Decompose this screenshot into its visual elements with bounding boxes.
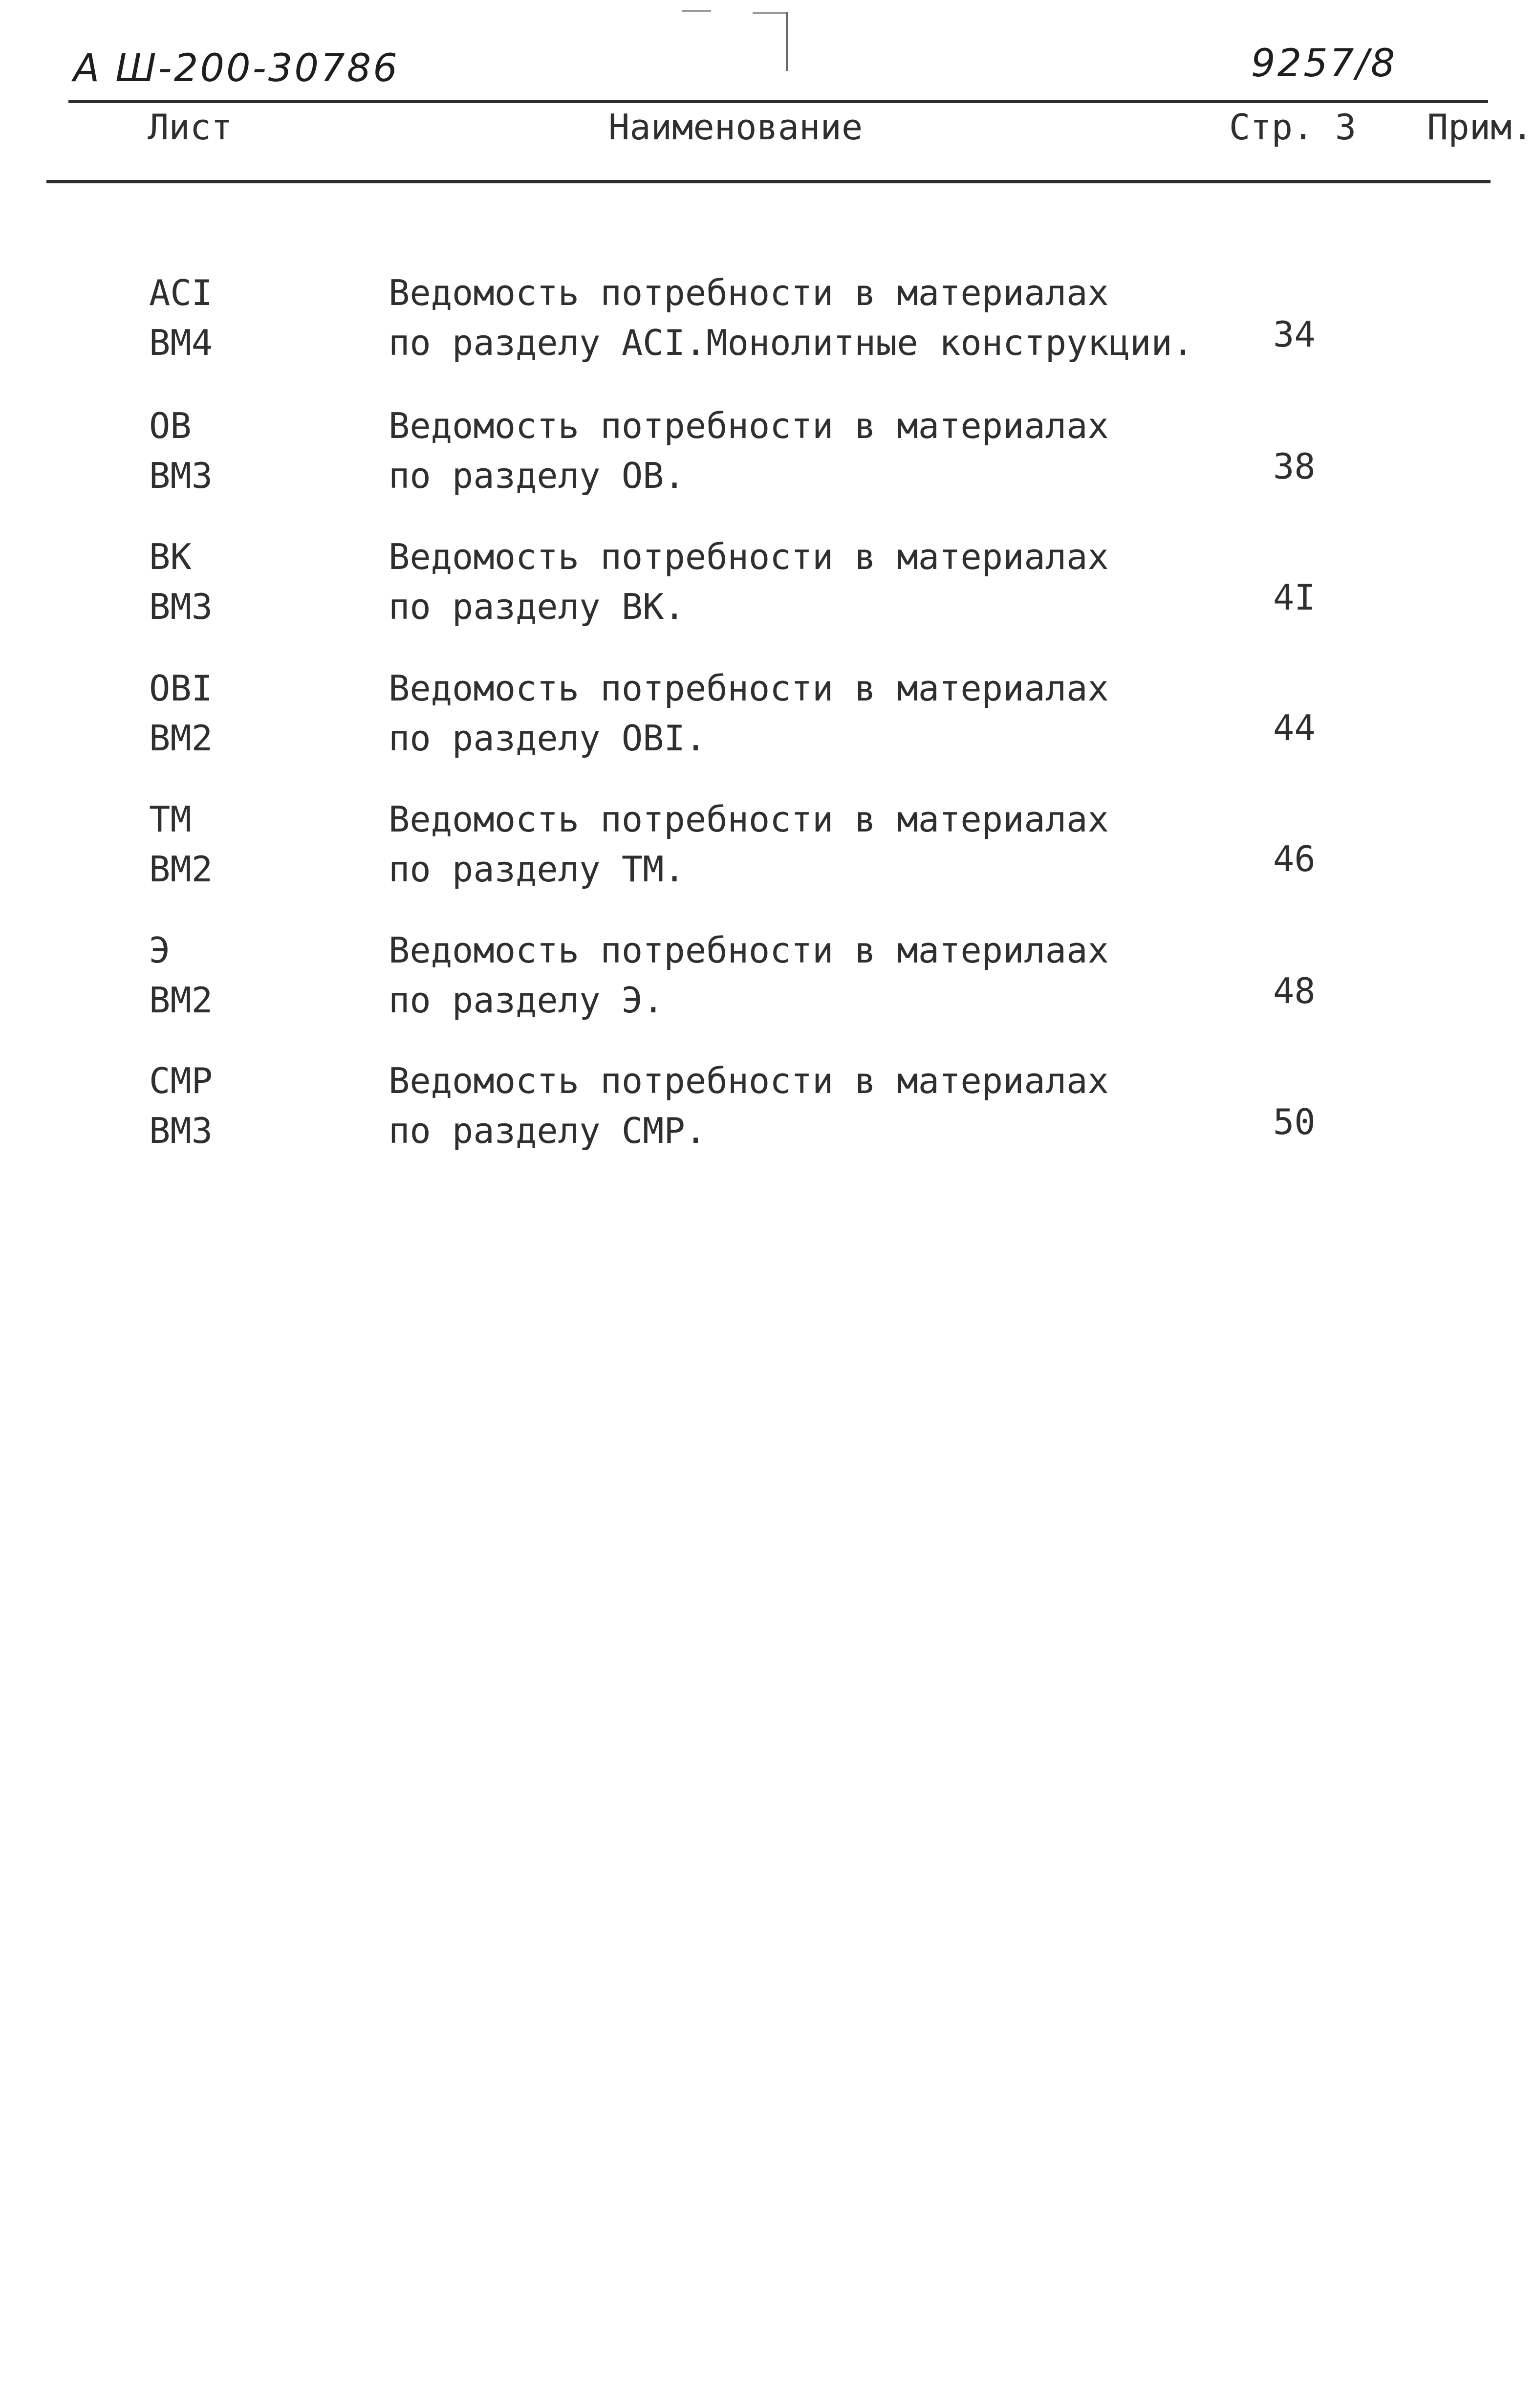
page-number: 44 [1273, 707, 1316, 748]
sheet-title [389, 663, 1109, 763]
sheet-code-line-1: ОВI [149, 668, 213, 709]
sheet-code [149, 794, 213, 894]
sheet-title [389, 794, 1109, 894]
page-number: 46 [1273, 838, 1316, 879]
sheet-code-line-1: СМР [149, 1060, 213, 1101]
column-header-name: Наименование [608, 107, 863, 148]
sheet-title-line-2: по разделу СМР. [389, 1110, 707, 1151]
sheet-title [389, 1056, 1109, 1156]
page-number: 38 [1273, 446, 1316, 487]
sheet-title-line-1: Ведомость потребности в материалах [389, 668, 1109, 709]
header-top-rule [68, 100, 1488, 103]
column-header-note: Прим. [1427, 107, 1533, 148]
document-number: 9257/8 [1251, 42, 1397, 86]
sheet-title-line-1: Ведомость потребности в материалах [389, 799, 1109, 840]
sheet-code [149, 401, 213, 501]
sheet-code-line-2: ВМ4 [149, 322, 213, 363]
sheet-title-line-2: по разделу ТМ. [389, 849, 685, 890]
sheet-title [389, 925, 1109, 1025]
column-header-sheet: Лист [148, 107, 233, 148]
sheet-title-line-1: Ведомость потребности в материалах [389, 272, 1109, 313]
top-mark-tick [786, 12, 788, 71]
sheet-code [149, 268, 213, 368]
sheet-code [149, 1056, 213, 1156]
sheet-code-line-1: ОВ [149, 405, 192, 446]
sheet-code-line-1: ТМ [149, 799, 192, 840]
column-header-page: Стр. 3 [1229, 107, 1357, 148]
sheet-code-line-2: ВМ3 [149, 1110, 213, 1151]
sheet-code-line-2: ВМ3 [149, 455, 213, 496]
sheet-title-line-1: Ведомость потребности в материлаах [389, 930, 1109, 971]
sheet-title-line-1: Ведомость потребности в материалах [389, 1060, 1109, 1101]
sheet-code-line-2: ВМ2 [149, 980, 213, 1021]
page-number: 50 [1273, 1101, 1316, 1142]
sheet-code-line-2: ВМ2 [149, 718, 213, 759]
sheet-title [389, 401, 1109, 501]
sheet-code-line-2: ВМ2 [149, 849, 213, 890]
page-number: 4I [1273, 577, 1316, 618]
top-mark-dash-2 [753, 12, 787, 14]
sheet-title-line-2: по разделу ОВI. [389, 718, 707, 759]
sheet-code [149, 532, 213, 632]
sheet-title-line-1: Ведомость потребности в материалах [389, 536, 1109, 577]
page-number: 34 [1273, 314, 1316, 355]
sheet-title-line-2: по разделу ВК. [389, 586, 685, 627]
page-number: 48 [1273, 970, 1316, 1011]
sheet-code [149, 925, 213, 1025]
sheet-title-line-1: Ведомость потребности в материалах [389, 405, 1109, 446]
sheet-code-line-1: АСI [149, 272, 213, 313]
sheet-title [389, 268, 1193, 368]
document-code: А Ш-200-30786 [73, 46, 399, 90]
sheet-title-line-2: по разделу Э. [389, 980, 664, 1021]
sheet-title [389, 532, 1109, 632]
header-bottom-rule [46, 180, 1491, 183]
top-mark-dash-1 [682, 10, 711, 12]
sheet-code-line-2: ВМ3 [149, 586, 213, 627]
sheet-code-line-1: ВК [149, 536, 192, 577]
sheet-code [149, 663, 213, 763]
sheet-title-line-2: по разделу ОВ. [389, 455, 685, 496]
sheet-code-line-1: Э [149, 930, 171, 971]
sheet-title-line-2: по разделу АСI.Монолитные конструкции. [389, 322, 1194, 363]
